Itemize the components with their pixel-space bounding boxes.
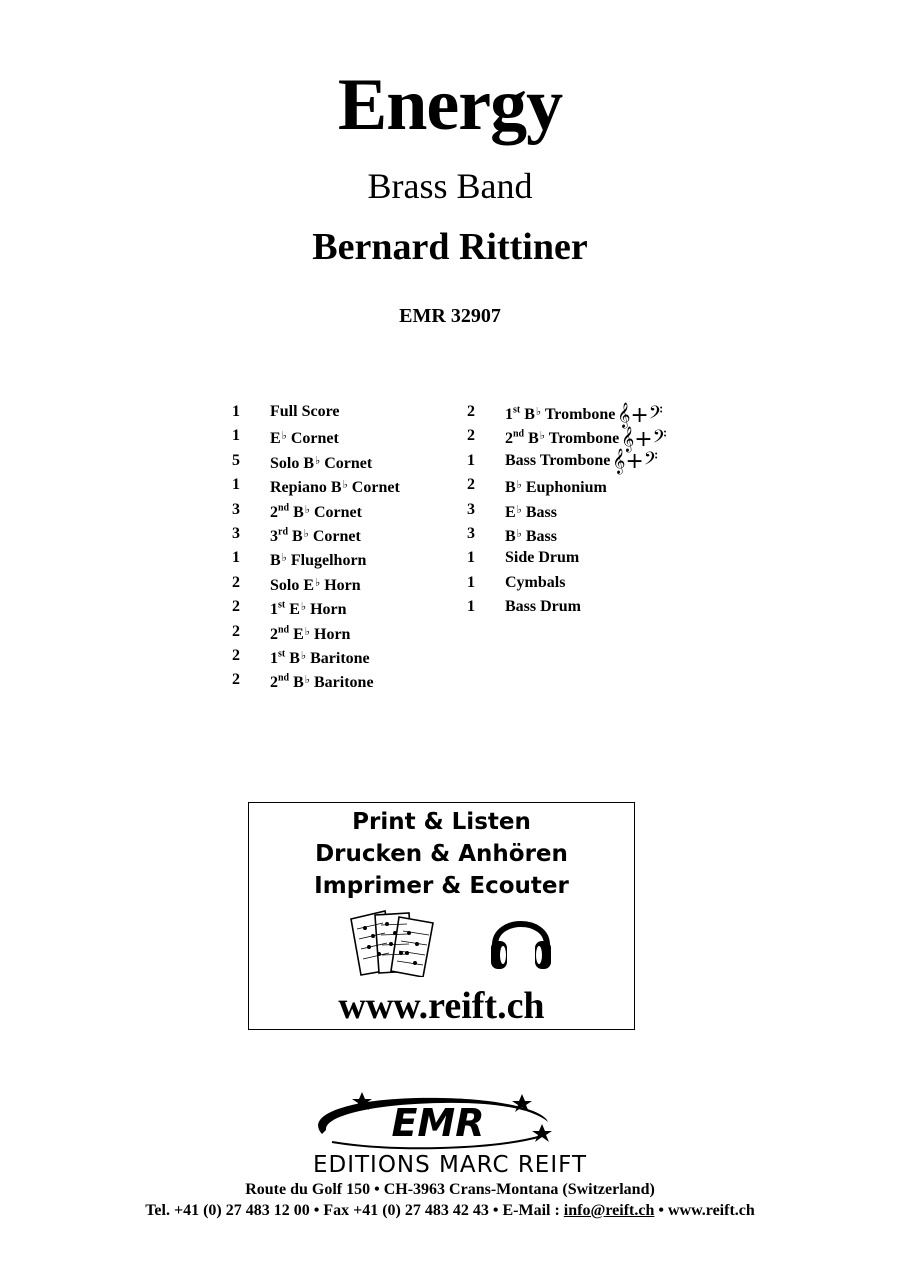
part-name [270, 571, 361, 598]
part-label: E [270, 430, 281, 448]
treble-bass-clef-icon: 𝄞+𝄢 [621, 427, 667, 453]
part-ordinal-suffix: st [278, 648, 286, 660]
part-ordinal-suffix: st [513, 404, 521, 416]
contact-website: • www.reift.ch [654, 1202, 755, 1219]
treble-bass-clef-icon: 𝄞+𝄢 [612, 448, 658, 474]
part-quantity: 3 [232, 524, 240, 542]
part-ordinal-suffix: nd [278, 672, 290, 684]
part-quantity: 1 [232, 549, 240, 567]
part-quantity: 3 [467, 524, 475, 542]
part-quantity: 1 [232, 403, 240, 420]
part-label: B [289, 674, 304, 692]
part-label: Bass Trombone [505, 451, 611, 469]
part-instrument: Horn [310, 625, 351, 643]
flat-sign-icon: ♭ [342, 479, 348, 492]
part-label: Cymbals [505, 573, 566, 591]
part-label: E [289, 625, 304, 643]
part-instrument: Trombone [545, 430, 620, 448]
part-label: E [505, 503, 516, 521]
part-label: B [524, 430, 539, 448]
treble-bass-clef-icon: 𝄞+𝄢 [617, 403, 663, 428]
part-quantity: 2 [232, 671, 240, 689]
flat-sign-icon: ♭ [281, 430, 287, 443]
part-quantity: 2 [232, 646, 240, 664]
part-name [270, 424, 339, 451]
flat-sign-icon: ♭ [516, 503, 522, 516]
part-quantity: 3 [232, 500, 240, 518]
flat-sign-icon: ♭ [304, 674, 310, 687]
promo-website-link[interactable]: www.reift.ch [338, 985, 545, 1027]
part-ordinal-suffix: nd [278, 624, 290, 636]
part-name [505, 595, 581, 619]
svg-text:EMR: EMR [391, 1101, 485, 1145]
flat-sign-icon: ♭ [315, 576, 321, 589]
part-instrument: Cornet [308, 527, 361, 545]
part-name [505, 449, 658, 474]
part-label: Solo E [270, 576, 315, 594]
part-instrument: Euphonium [521, 479, 607, 497]
part-quantity: 2 [467, 403, 475, 420]
part-label: Bass Drum [505, 598, 582, 616]
part-name [505, 522, 557, 549]
print-listen-box [248, 802, 635, 1030]
part-instrument: Bass [521, 527, 557, 545]
part-ordinal-suffix: rd [278, 526, 288, 538]
part-name [270, 473, 400, 500]
part-ordinal: 2 [270, 674, 278, 692]
part-instrument: Baritone [306, 649, 370, 667]
sheet-music-icon [347, 907, 443, 977]
flat-sign-icon: ♭ [281, 552, 287, 565]
part-quantity: 1 [232, 427, 240, 445]
part-name [505, 473, 607, 500]
part-ordinal-suffix: st [278, 599, 286, 611]
part-quantity: 3 [467, 500, 475, 518]
part-instrument: Bass [521, 503, 557, 521]
promo-line-german: Drucken & Anhören [315, 841, 568, 867]
email-link[interactable]: info@reift.ch [563, 1202, 655, 1219]
part-instrument: Cornet [320, 454, 373, 472]
ensemble-subtitle: Brass Band [367, 166, 533, 206]
flat-sign-icon: ♭ [315, 454, 321, 467]
composer-name: Bernard Rittiner [312, 226, 588, 268]
promo-line-french: Imprimer & Ecouter [314, 873, 569, 899]
part-quantity: 5 [232, 451, 240, 469]
part-instrument: Trombone [541, 406, 616, 423]
part-quantity: 2 [467, 476, 475, 494]
part-name [505, 498, 557, 525]
part-name [270, 449, 372, 476]
part-name [270, 620, 350, 647]
part-ordinal-suffix: nd [278, 502, 290, 514]
part-name [270, 546, 366, 573]
part-instrument: Cornet [286, 430, 339, 448]
part-quantity: 1 [467, 598, 475, 616]
part-label: E [285, 601, 300, 619]
flat-sign-icon: ♭ [535, 406, 542, 418]
flat-sign-icon: ♭ [300, 649, 307, 662]
part-quantity: 2 [232, 622, 240, 640]
part-ordinal: 2 [270, 503, 278, 521]
publisher-name: EDITIONS MARC REIFT [312, 1152, 588, 1178]
part-instrument: Cornet [347, 479, 400, 497]
part-quantity: 1 [467, 451, 475, 469]
part-quantity: 1 [232, 476, 240, 494]
part-instrument: Flugelhorn [286, 552, 367, 570]
part-label: B [520, 406, 535, 423]
headphones-icon [489, 905, 553, 973]
score-title: Energy [337, 64, 563, 146]
publisher-address: Route du Golf 150 • CH-3963 Crans-Montana (Switzerland) [245, 1181, 655, 1198]
part-ordinal: 3 [270, 527, 278, 545]
emr-logo [312, 1090, 562, 1152]
part-name [270, 522, 361, 549]
part-quantity: 2 [232, 573, 240, 591]
part-name [270, 644, 370, 671]
part-name [270, 595, 347, 622]
part-label: Full Score [270, 403, 340, 420]
part-label: Repiano B [270, 479, 342, 497]
part-instrument: Horn [320, 576, 361, 594]
flat-sign-icon: ♭ [516, 479, 522, 492]
part-label: B [270, 552, 281, 570]
part-name [505, 546, 579, 570]
part-ordinal: 2 [270, 625, 278, 643]
part-label: B [505, 527, 516, 545]
catalog-number: EMR 32907 [399, 305, 501, 327]
part-instrument: Horn [306, 601, 347, 619]
part-instrument: Baritone [310, 674, 374, 692]
part-label: B [289, 503, 304, 521]
part-quantity: 2 [467, 427, 475, 445]
part-name [270, 400, 339, 424]
part-ordinal-suffix: nd [513, 429, 525, 441]
promo-line-english: Print & Listen [352, 809, 531, 835]
flat-sign-icon: ♭ [304, 625, 310, 638]
flat-sign-icon: ♭ [300, 601, 307, 614]
contact-phone-fax: Tel. +41 (0) 27 483 12 00 • Fax +41 (0) 27 483 42 43 • E-Mail : [145, 1202, 564, 1219]
part-label: B [505, 479, 516, 497]
part-label: B [288, 527, 303, 545]
publisher-contact [0, 1203, 900, 1219]
part-label: Side Drum [505, 549, 580, 567]
flat-sign-icon: ♭ [516, 527, 522, 540]
part-quantity: 2 [232, 598, 240, 616]
flat-sign-icon: ♭ [539, 430, 545, 443]
part-quantity: 1 [467, 549, 475, 567]
part-ordinal: 1 [270, 601, 278, 619]
part-quantity: 1 [467, 573, 475, 591]
flat-sign-icon: ♭ [303, 527, 309, 540]
part-label: B [285, 649, 300, 667]
part-ordinal: 1 [505, 406, 513, 423]
part-label: Solo B [270, 454, 315, 472]
part-instrument: Cornet [310, 503, 362, 521]
flat-sign-icon: ♭ [304, 503, 310, 516]
part-name [270, 498, 362, 525]
part-ordinal: 1 [270, 649, 278, 667]
part-name [270, 668, 374, 695]
part-name [505, 571, 565, 595]
part-ordinal: 2 [505, 430, 513, 448]
